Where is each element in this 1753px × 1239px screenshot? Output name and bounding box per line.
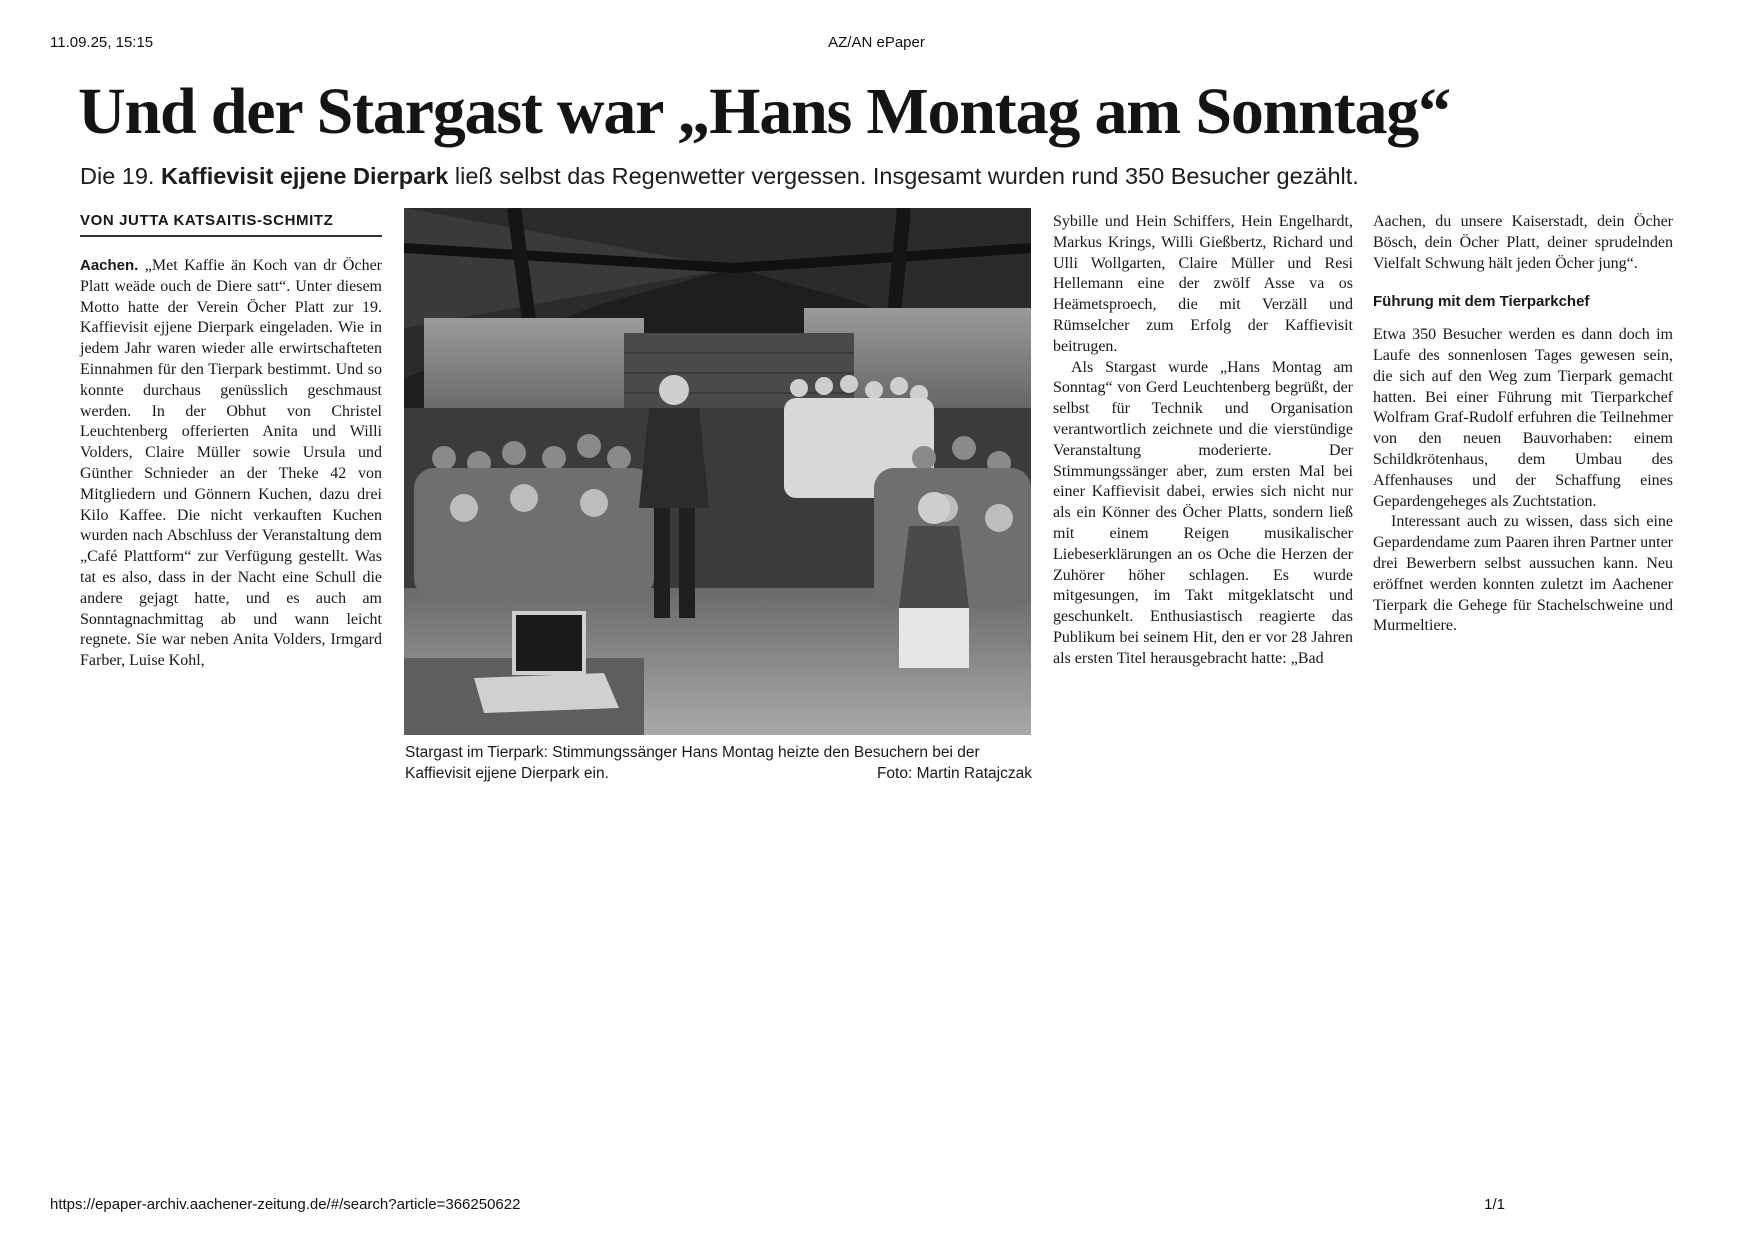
article-column-1 bbox=[80, 256, 382, 672]
column-4-paragraph-3: Interessant auch zu wissen, dass sich eine Gepardendame zum Paaren ihren Partner unter drei Bewerbern selbst aussuchen kann. Neu eröffnet werden konnten zuletzt im Aachener Tierpark die Gehege für Stachelschweine und Murmeltiere. bbox=[1373, 513, 1673, 635]
column-1-text: „Met Kaffie än Koch van dr Öcher Platt weäde ouch de Diere satt“. Unter diesem Motto hatte der Verein Öcher Platt zur 19. Kaffievisit ejjene Dierpark eingeladen. Wie in jedem Jahr waren wieder alle erwirtschafteten Einnahmen für den Tierpark bestimmt. Und so konnte durchaus genüsslich geschmaust werden. In der Obhut von Christel Leuchtenberg offerierten Anita und Willi Volders, Claire Müller sowie Ursula und Günther Schnieder an der Theke 42 von Mitgliedern und Gönnern Kuchen, dazu drei Kilo Kaffee. Die nicht verkauften Kuchen wurden nach Abschluss der Veranstaltung dem „Café Plattform“ zur Verfügung gestellt. Was tat es also, dass in der Nacht eine Schull die andere gejagt hatte, und es auch am Sonntagnachmittag ab und wann leicht regnete. Sie war neben Anita Volders, Irmgard Farber, Luise Kohl, bbox=[80, 257, 382, 670]
article-photo bbox=[404, 208, 1031, 735]
column-4-paragraph-2: Etwa 350 Besucher werden es dann doch im Laufe des sonnenlosen Tages gewesen sein, die sich auf den Weg zum Tierpark gemacht hatten. Bei einer Führung mit Tierparkchef Wolfram Graf-Rudolf erfuhren die Teilnehmer von den neuen Bauvorhaben: einem Schildkrötenhaus, dem Umbau des Affenhauses und der Schaffung eines Gepardengeheges als Zuchtstation. bbox=[1373, 326, 1673, 510]
subhead-suffix: ließ selbst das Regenwetter vergessen. Insgesamt wurden rund 350 Besucher gezählt. bbox=[448, 163, 1359, 189]
subheadline bbox=[80, 160, 1520, 192]
dateline: Aachen. bbox=[80, 257, 139, 274]
column-3-paragraph-1: Sybille und Hein Schiffers, Hein Engelhardt, Markus Krings, Willi Gießbertz, Richard und Ulli Wollgarten, Claire Müller und Resi Hellemann eine der zwölf Asse va os Heämetsproech, die mit Verzäll und Rümselcher zum Erfolg der Kaffievisit beitrugen. bbox=[1053, 213, 1353, 355]
caption-text: Stargast im Tierpark: Stimmungssänger Hans Montag heizte den Besuchern bei der Kaffievisit ejjene Dierpark ein. bbox=[405, 744, 980, 782]
column-3-paragraph-2: Als Stargast wurde „Hans Montag am Sonntag“ von Gerd Leuchtenberg begrüßt, der selbst für Technik und Organisation verantwortlich zeichnete und die vierstündige Veranstaltung moderierte. Der Stimmungssänger aber, zum ersten Mal bei einer Kaffievisit dabei, erwies sich nicht nur als ein Könner des Öcher Platts, sondern ließ mit einem Reigen musikalischer Liebeserklärungen an os Oche die Herzen der Zuhörer höher schlagen. Es wurde mitgesungen, im Takt mitgeklatscht und geschunkelt. Enthusiastisch reagierte das Publikum bei seinem Hit, den er vor 28 Jahren als ersten Titel herausgebracht hatte: „Bad bbox=[1053, 358, 1353, 667]
article-column-3 bbox=[1053, 212, 1353, 670]
article-url: https://epaper-archiv.aachener-zeitung.de/#/search?article=366250622 bbox=[50, 1196, 521, 1213]
column-4-paragraph-1: Aachen, du unsere Kaiserstadt, dein Öcher Bösch, dein Öcher Platt, deiner sprudelnden Vielfalt Schwung hält jeden Öcher jung“. bbox=[1373, 213, 1673, 272]
subhead-prefix: Die 19. bbox=[80, 163, 161, 189]
print-footer bbox=[0, 1196, 1753, 1216]
byline: VON JUTTA KATSAITIS-SCHMITZ bbox=[80, 212, 382, 237]
photo-caption bbox=[405, 742, 1032, 784]
print-source-title: AZ/AN ePaper bbox=[828, 34, 925, 51]
photo-illustration bbox=[404, 208, 1031, 735]
headline: Und der Stargast war „Hans Montag am Sonntag“ bbox=[78, 75, 1450, 148]
photo-credit: Foto: Martin Ratajczak bbox=[876, 765, 1032, 782]
page-number: 1/1 bbox=[1484, 1196, 1505, 1213]
article-column-4 bbox=[1373, 212, 1673, 637]
print-datetime: 11.09.25, 15:15 bbox=[50, 34, 154, 51]
subhead-bold: Kaffievisit ejjene Dierpark bbox=[161, 163, 449, 189]
section-subheading: Führung mit dem Tierparkchef bbox=[1373, 293, 1590, 311]
